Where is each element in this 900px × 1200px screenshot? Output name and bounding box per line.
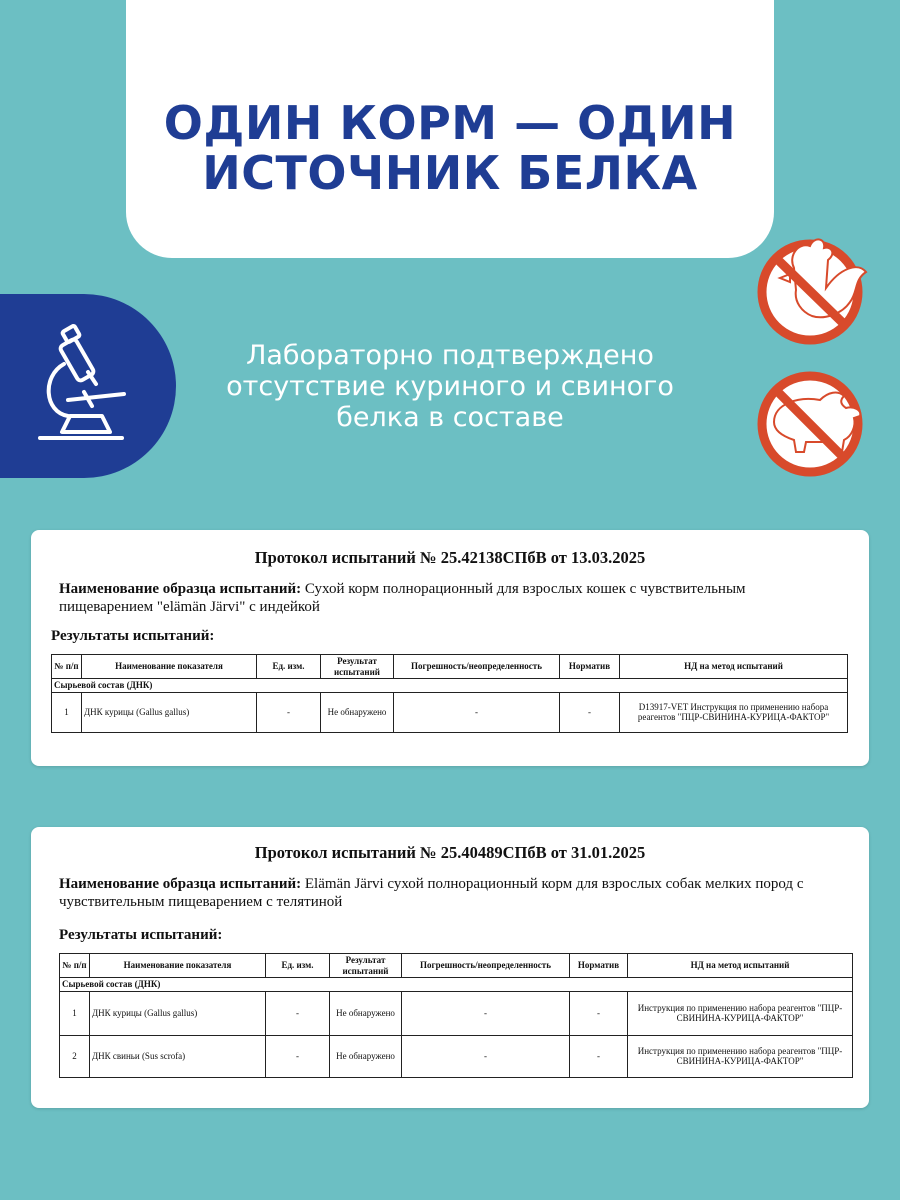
col-norm: Норматив (560, 655, 620, 679)
cell-num: 1 (60, 991, 90, 1035)
col-uncertainty: Погрешность/неопределенность (394, 655, 560, 679)
lab-badge (0, 294, 176, 478)
subtitle-line-3: белка в составе (336, 402, 564, 433)
col-name: Наименование показателя (82, 655, 257, 679)
cell-method: Инструкция по применению набора реагентов "ПЦР-СВИНИНА-КУРИЦА-ФАКТОР" (628, 1035, 853, 1077)
cell-unit: - (257, 692, 321, 732)
no-pork-icon (754, 366, 872, 480)
sample-label: Наименование образца испытаний: (59, 876, 302, 892)
cell-name: ДНК курицы (Gallus gallus) (82, 692, 257, 732)
col-unit: Ед. изм. (257, 655, 321, 679)
cell-num: 1 (52, 692, 82, 732)
cell-result: Не обнаружено (330, 991, 402, 1035)
table-row (60, 991, 853, 1035)
headline-panel (126, 0, 774, 258)
cell-uncertainty: - (402, 991, 570, 1035)
table-row (52, 692, 848, 732)
col-num: № п/п (52, 655, 82, 679)
col-method: НД на метод испытаний (628, 954, 853, 978)
cell-unit: - (266, 991, 330, 1035)
subtitle-line-2: отсутствие куриного и свиного (226, 371, 674, 402)
col-norm: Норматив (570, 954, 628, 978)
results-table (51, 654, 848, 733)
protocol-card-2 (31, 827, 869, 1108)
subtitle (190, 340, 710, 433)
headline (126, 98, 774, 198)
cell-method: D13917-VET Инструкция по применению набора реагентов "ПЦР-СВИНИНА-КУРИЦА-ФАКТОР" (620, 692, 848, 732)
col-uncertainty: Погрешность/неопределенность (402, 954, 570, 978)
sample-text-line-1: Elämän Järvi сухой полнорационный корм для взрослых собак мелких пород с (304, 876, 804, 892)
table-header-row (52, 655, 848, 679)
table-group-row (60, 978, 853, 992)
sample-label: Наименование образца испытаний: (59, 581, 302, 597)
sample-text-line-2: чувствительным пищеварением с телятиной (59, 894, 343, 910)
cell-norm: - (570, 1035, 628, 1077)
cell-result: Не обнаружено (330, 1035, 402, 1077)
headline-line-1: ОДИН КОРМ — ОДИН (163, 96, 737, 150)
col-result: Результат испытаний (330, 954, 402, 978)
results-heading: Результаты испытаний: (59, 927, 223, 943)
cell-uncertainty: - (394, 692, 560, 732)
col-result: Результат испытаний (321, 655, 394, 679)
col-name: Наименование показателя (90, 954, 266, 978)
group-label: Сырьевой состав (ДНК) (60, 978, 853, 992)
no-chicken-icon (754, 228, 872, 350)
table-row (60, 1035, 853, 1077)
cell-name: ДНК свиньи (Sus scrofa) (90, 1035, 266, 1077)
cell-method: Инструкция по применению набора реагентов "ПЦР-СВИНИНА-КУРИЦА-ФАКТОР" (628, 991, 853, 1035)
protocol-title: Протокол испытаний № 25.42138СПбВ от 13.03.2025 (254, 548, 646, 567)
protocol-card-1 (31, 530, 869, 766)
microscope-icon (34, 324, 134, 446)
cell-uncertainty: - (402, 1035, 570, 1077)
table-header-row (60, 954, 853, 978)
group-label: Сырьевой состав (ДНК) (52, 679, 848, 693)
cell-norm: - (560, 692, 620, 732)
cell-num: 2 (60, 1035, 90, 1077)
sample-text-line-1: Сухой корм полнорационный для взрослых кошек с чувствительным (304, 581, 746, 597)
col-method: НД на метод испытаний (620, 655, 848, 679)
sample-description (59, 580, 849, 616)
cell-norm: - (570, 991, 628, 1035)
results-heading: Результаты испытаний: (51, 628, 215, 644)
col-unit: Ед. изм. (266, 954, 330, 978)
headline-line-2: ИСТОЧНИК БЕЛКА (202, 146, 698, 200)
subtitle-line-1: Лабораторно подтверждено (246, 340, 654, 371)
cell-unit: - (266, 1035, 330, 1077)
cell-name: ДНК курицы (Gallus gallus) (90, 991, 266, 1035)
table-group-row (52, 679, 848, 693)
col-num: № п/п (60, 954, 90, 978)
protocol-title: Протокол испытаний № 25.40489СПбВ от 31.01.2025 (254, 843, 646, 862)
cell-result: Не обнаружено (321, 692, 394, 732)
sample-description (59, 875, 859, 911)
sample-text-line-2: пищеварением "elämän Järvi" с индейкой (59, 599, 320, 615)
results-table (59, 953, 853, 1078)
